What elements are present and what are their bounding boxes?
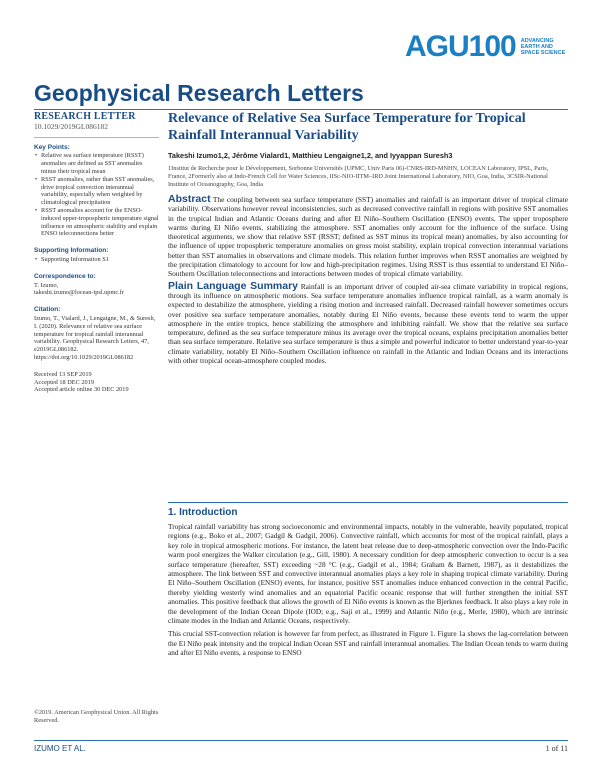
plain-language-summary bbox=[168, 279, 568, 366]
article-title: Relevance of Relative Sea Surface Temperature for Tropical Rainfall Interannual Variability bbox=[168, 111, 526, 143]
date-online: Accepted article online 30 DEC 2019 bbox=[34, 386, 129, 394]
running-author: IZUMO ET AL. bbox=[34, 744, 86, 753]
header-divider bbox=[34, 109, 568, 110]
key-point: • RSST anomalies, rather than SST anomalies, drive tropical convection interannual variability, especially when weighted by climatological precipitation bbox=[34, 176, 159, 207]
citation bbox=[34, 306, 159, 362]
supporting-link[interactable]: • Supporting Information S1 bbox=[34, 256, 159, 264]
article-main bbox=[168, 111, 568, 365]
supporting-information bbox=[34, 247, 159, 264]
journal-title: Geophysical Research Letters bbox=[34, 80, 364, 106]
abstract bbox=[168, 195, 568, 279]
paragraph: This crucial SST-convection relation is however far from perfect, as illustrated in Figure 1. Figure 1a shows the lag-correlation between the El Niño peak intensity and the tropical Indian Ocean SST and rainfall interannual anomalies. The Indian Ocean tends to warm during and after El Niño events, a response to ENSO bbox=[168, 629, 568, 658]
citation-text: Izumo, T., Vialard, J., Lengaigne, M., & Suresh, I. (2020). Relevance of relative sea surface temperature for tropical rainfall interannual variability. Geophysical Research Letters, 47, e2019GL086182. https://doi.org/10.1029/2019GL086182 bbox=[34, 314, 156, 361]
key-point: • Relative sea surface temperature (RSST) anomalies are defined as SST anomalies minus their tropical mean bbox=[34, 152, 159, 175]
correspondence bbox=[34, 273, 159, 297]
correspondence-heading: Correspondence to: bbox=[34, 272, 96, 280]
key-points-heading: Key Points: bbox=[34, 143, 70, 151]
copyright-notice: ©2019. American Geophysical Union. All Rights Reserved. bbox=[34, 709, 159, 724]
page-number: 1 of 11 bbox=[545, 744, 568, 753]
logo-tagline: ADVANCING EARTH AND SPACE SCIENCE bbox=[520, 38, 566, 56]
date-received: Received 13 SEP 2019 bbox=[34, 370, 92, 378]
footer-divider bbox=[34, 740, 568, 741]
supporting-heading: Supporting Information: bbox=[34, 247, 109, 255]
section-heading-introduction: 1. Introduction bbox=[168, 507, 238, 518]
pls-text: Rainfall is an important driver of coupled air-sea climate variability in tropical regions, through its influence on atmospheric motions. Sea surface temperature anomalies influence tropical rainfall, as a warm anomaly is expected to destabilize the atmosphere, yielding a rising motion and increased rainfall. Decreased rainfall however sometimes occurs over positive sea surface temperature anomalies, notably during El Niño events, because these events tend to warm the upper atmosphere in the entire tropics, hence stabilizing the atmosphere and inhibiting rainfall. We show that the relative sea surface temperature, defined as the sea surface temperature minus its average over the tropical oceans, explains precipitation anomalies better than sea surface temperature. Relative sea surface temperature is thus a simple and powerful indicator to better understand year-to-year climate variability, notably El Niño–Southern Oscillation influence on rainfall in the Atlantic and Indian Oceans and its interactions with other tropical ocean-atmosphere coupled modes. bbox=[168, 281, 568, 366]
article-dates bbox=[34, 371, 159, 394]
left-sidebar bbox=[34, 113, 159, 394]
sidebar-divider bbox=[34, 137, 159, 138]
author-list: Takeshi Izumo1,2, Jérôme Vialard1, Matthieu Lengaigne1,2, and Iyyappan Suresh3 bbox=[168, 151, 453, 160]
agu100-logo bbox=[405, 30, 565, 64]
date-accepted: Accepted 18 DEC 2019 bbox=[34, 378, 94, 386]
abstract-text: The coupling between sea surface temperature (SST) anomalies and rainfall is an important driver of tropical climate variability. Observations however reveal inconsistencies, such as decreased convective rainfall in regions with positive SST anomalies in the tropical Indian and Atlantic Oceans during and after El Niño–Southern Oscillation (ENSO) events. The upper troposphere warms during El Niño events, stabilizing the atmosphere. SST anomalies only account for the influence of the surface. Using theoretical arguments, we show that relative SST (RSST; defined as SST minus its tropical mean) anomalies, by also accounting for the influence of upper tropospheric temperature anomalies on gross moist stability, explain tropical convection interannual variations better than SST anomalies in observations and climate models. This relation further improves when RSST anomalies are weighted by the precipitation climatology to account for low and high-precipitation regimes. Using RSST is thus essential to understand El Niño–Southern Oscillation teleconnections and interactions between modes of tropical climate variability. bbox=[168, 195, 569, 279]
correspondence-name: T. Izumo, bbox=[34, 281, 59, 289]
paragraph: Tropical rainfall variability has strong socioeconomic and environmental impacts, notably in the vulnerable, heavily populated, tropical regions (e.g., Boko et al., 2007; Gadgil & Gadgil, 2006). Convective rainfall, which accounts for most of the tropical rainfall, plays a key role in tropical atmospheric motions. For instance, the latent heat release due to deep-atmospheric convection over the Indo-Pacific warm pool energizes the Walker circulation (e.g., Gill, 1980). A necessary condition for deep atmospheric convection to occur is a sea surface temperature (hereafter, SST) exceeding ~28 °C (e.g., Gadgil et al., 1984; Graham & Barnett, 1987), as it destabilizes the atmosphere. The link between SST and convective interannual anomalies plays a key role in shaping tropical climate variability. During El Niño–Southern Oscillation (ENSO) events, for instance, positive SST anomalies induce enhanced convection in the central Pacific, thereby yielding westerly wind anomalies and an equatorial Pacific oceanic response that will further strengthen the initial SST anomalies. This positive feedback that allows the growth of El Niño events is known as the Bjerknes feedback. It also plays a key role in the development of the Indian Ocean Dipole (IOD; e.g., Saji et al., 1999) and Atlantic Niño (e.g., Merle, 1980), which are intrinsic climate modes in the Indian and Atlantic Oceans, respectively. bbox=[168, 522, 568, 626]
citation-heading: Citation: bbox=[34, 306, 61, 314]
section-divider bbox=[168, 502, 568, 503]
article-type: RESEARCH LETTER bbox=[34, 111, 136, 122]
abstract-heading: Abstract bbox=[168, 193, 211, 205]
logo-mark: AGU100 bbox=[405, 30, 516, 63]
introduction-body bbox=[168, 522, 568, 658]
affiliations: 1Institut de Recherche pour le Développement, Sorbonne Universités (UPMC, Univ Paris 06)-CNRS-IRD-MNHN, LOCEAN Laboratory, IPSL, Paris, France, 2Formerly also at Indo-French Cell for Water Sciences, IISc-NIO-IITM–IRD Joint International Laboratory, NIO, Goa, India, 3CSIR-National Institute of Oceanography, Goa, India bbox=[168, 165, 549, 188]
key-point: • RSST anomalies account for the ENSO-induced upper-tropospheric temperature signal influence on atmospheric stability and explain ENSO teleconnections better bbox=[34, 207, 159, 238]
key-points bbox=[34, 144, 159, 239]
correspondence-email[interactable]: takeshi.izumo@locean-ipsl.upmc.fr bbox=[34, 289, 124, 297]
article-doi[interactable]: 10.1029/2019GL086182 bbox=[34, 121, 108, 131]
pls-heading: Plain Language Summary bbox=[168, 279, 299, 292]
